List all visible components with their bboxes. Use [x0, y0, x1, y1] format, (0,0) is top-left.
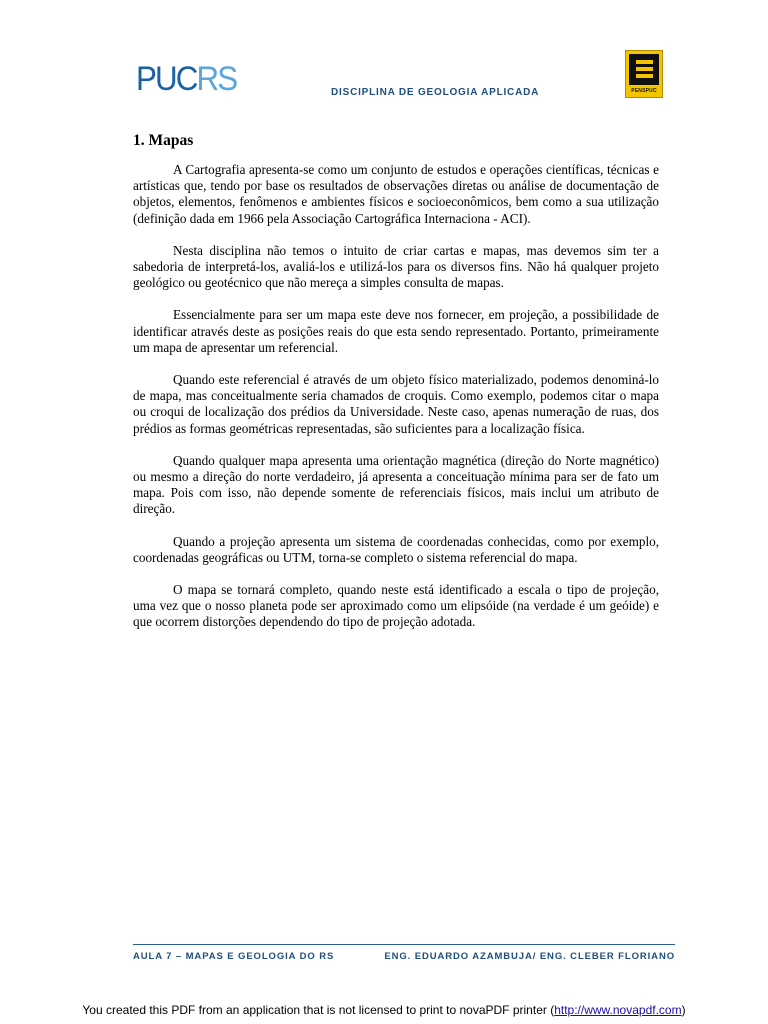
notice-text: You created this PDF from an application that is not licensed to print to novaPDF printer ( [82, 1003, 555, 1017]
footer-divider [133, 944, 675, 945]
penspuc-emblem-icon [625, 50, 663, 98]
footer-authors: ENG. EDUARDO AZAMBUJA/ ENG. CLEBER FLORIANO [384, 951, 675, 962]
paragraph-5: Quando qualquer mapa apresenta uma orientação magnética (direção do Norte magnético) ou mesmo a direção do norte verdadeiro, já apresenta a conceituação mínima para ser de fato um mapa. Pois com isso, não depende somente de referenciais físicos, mais inclui um atributo de direção. [133, 452, 659, 517]
paragraph-3: Essencialmente para ser um mapa este deve nos fornecer, em projeção, a possibilidade de identificar através deste as posições reais do que esta sendo representado. Portanto, primeiramente um mapa de apresentar um referencial. [133, 307, 659, 355]
paragraph-7: O mapa se tornará completo, quando neste está identificado a escala o tipo de projeção, uma vez que o nosso planeta pode ser aproximado como um elipsóide (na verdade é um geóide) e que ocorrem distorções dependendo do tipo de projeção adotada. [133, 582, 659, 630]
pucrs-logo [136, 62, 236, 96]
discipline-title: DISCIPLINA DE GEOLOGIA APLICADA [331, 87, 540, 98]
novapdf-link[interactable]: http://www.novapdf.com [554, 1003, 682, 1017]
document-body [133, 132, 659, 647]
paragraph-2: Nesta disciplina não temos o intuito de criar cartas e mapas, mas devemos sim ter a sabedoria de interpretá-los, avaliá-los e utilizá-los para os diversos fins. Não há qualquer projeto geológico ou geotécnico que não mereça a simples consulta de mapas. [133, 242, 659, 291]
license-notice [0, 1003, 768, 1017]
notice-close: ) [681, 1003, 686, 1017]
emblem-label: PENSPUC [631, 88, 657, 94]
page-header [0, 0, 768, 110]
section-title: 1. Mapas [133, 132, 194, 149]
logo-part-rs: RS [196, 60, 237, 98]
paragraph-1: A Cartografia apresenta-se como um conjunto de estudos e operações científicas, técnicas e artísticas que, tendo por base os resultados de observações diretas ou análise de documentação de objetos, elementos, fenômenos e ambientes físicos e socioeconômicos, bem como a sua utilização (definição dada em 1966 pela Associação Cartográfica Internaciona - ACI). [133, 162, 659, 226]
footer-lesson: AULA 7 – MAPAS E GEOLOGIA DO RS [133, 951, 335, 962]
paragraph-6: Quando a projeção apresenta um sistema de coordenadas conhecidas, como por exemplo, coordenadas geográficas ou UTM, torna-se completo o sistema referencial do mapa. [133, 533, 659, 565]
logo-part-puc: PUC [136, 60, 197, 98]
paragraph-4: Quando este referencial é através de um objeto físico materializado, podemos denominá-lo de mapa, mas conceitualmente seria chamados de croquis. Como exemplo, podemos citar o mapa ou croqui de localização dos prédios da Universidade. Neste caso, apenas numeração de ruas, dos prédios as formas geométricas representadas, são suficientes para a localização física. [133, 372, 659, 436]
